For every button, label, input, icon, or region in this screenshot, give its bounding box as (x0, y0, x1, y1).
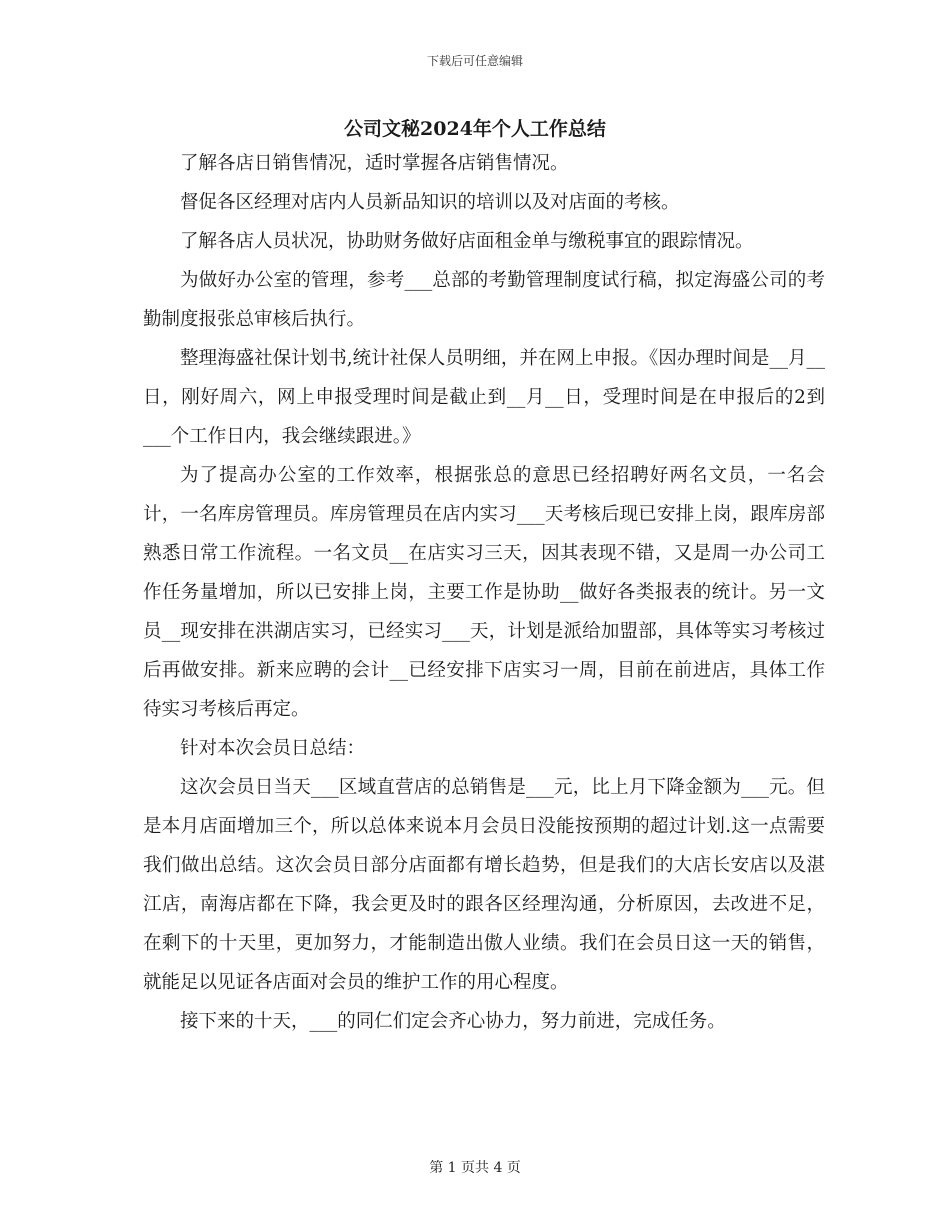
paragraph: 接下来的十天，___的同仁们定会齐心协力，努力前进，完成任务。 (180, 1011, 726, 1032)
paragraph: 了解各店日销售情况，适时掌握各店销售情况。 (180, 153, 569, 174)
paragraph: 为了提高办公室的工作效率，根据张总的意思已经招聘好两名文员，一名会计，一名库房管理员。库房管理员在店内实习___天考核后现已安排上岗，跟库房部熟悉日常工作流程。一名文员__在店实习三天，因其表现不错，又是周一办公司工作任务量增加，所以已安排上岗，主要工作是协助__做好各类报表的统计。另一文员__现安排在洪湖店实习，已经实习___天，计划是派给加盟部，具体等实习考核过后再做安排。新来应聘的会计__已经安排下店实习一周，目前在前进店，具体工作待实习考核后再定。 (143, 465, 825, 720)
paragraph: 了解各店人员状况，协助财务做好店面租金单与缴税事宜的跟踪情况。 (180, 231, 754, 252)
paragraph: 整理海盛社保计划书,统计社保人员明细，并在网上申报。《因办理时间是__月__日，刚好周六，网上申报受理时间是截止到__月__日，受理时间是在申报后的2到___个工作日内，我会继续跟进。》 (143, 348, 825, 447)
paragraph: 为做好办公室的管理，参考___总部的考勤管理制度试行稿，拟定海盛公司的考勤制度报张总审核后执行。 (143, 270, 825, 330)
page-header: 下载后可任意编辑 (426, 54, 523, 68)
paragraph: 督促各区经理对店内人员新品知识的培训以及对店面的考核。 (180, 192, 680, 213)
document-body (143, 144, 825, 1041)
paragraph: 针对本次会员日总结： (180, 738, 366, 759)
paragraph: 这次会员日当天___区域直营店的总销售是___元，比上月下降金额为___元。但是本月店面增加三个，所以总体来说本月会员日没能按预期的超过计划.这一点需要我们做出总结。这次会员日部分店面都有增长趋势，但是我们的大店长安店以及湛江店，南海店都在下降，我会更及时的跟各区经理沟通，分析原因，去改进不足，在剩下的十天里，更加努力，才能制造出傲人业绩。我们在会员日这一天的销售，就能足以见证各店面对会员的维护工作的用心程度。 (143, 777, 825, 993)
page-footer: 第 1 页共 4 页 (429, 1160, 521, 1176)
document-title: 公司文秘2024年个人工作总结 (344, 118, 606, 140)
